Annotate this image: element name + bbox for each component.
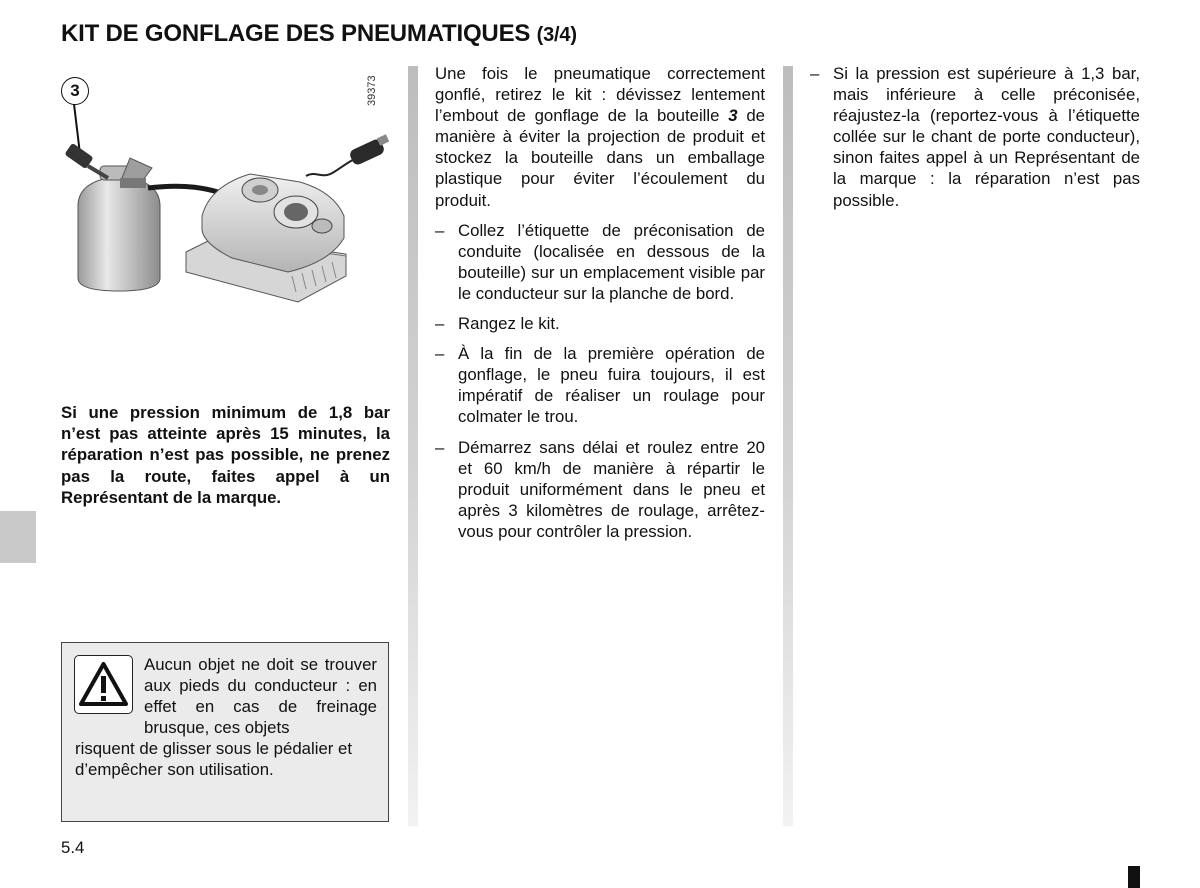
callout-3: 3 — [61, 77, 89, 105]
bottle-reference: 3 — [728, 106, 738, 126]
middle-column — [435, 63, 765, 542]
corner-marker — [1128, 866, 1140, 888]
list-item: – Si la pression est supérieure à 1,3 bar, mais inférieure à celle préconisée, réajustez-la (reportez-vous à l’étiquette collée sur le chant de porte conducteur), sinon faites appel à un Représentant de la marque : la réparation n’est pas possible. — [810, 64, 1140, 210]
list-item: – Rangez le kit. — [435, 314, 560, 334]
warning-triangle-icon — [74, 655, 133, 714]
list-item: – À la fin de la première opération de gonflage, le pneu fuira toujours, il est impératif de réaliser un roulage pour colmater le trou. — [435, 344, 765, 427]
figure-code: 39373 — [366, 75, 378, 106]
list-item: – Démarrez sans délai et roulez entre 20 et 60 km/h de manière à répartir le produit uniformément dans le pneu et après 3 kilomètres de roulage, arrêtez-vous pour contrôler la pression. — [435, 437, 765, 541]
intro-paragraph: Une fois le pneumatique correctement gonflé, retirez le kit : dévissez lentement l’embout de gonflage de la bouteille 3 de manière à éviter la projection de produit et stockez la bouteille dans un emballage plastique pour éviter l’écoulement du produit. — [435, 64, 765, 210]
page-number: 5.4 — [61, 838, 85, 857]
right-column — [810, 63, 1140, 211]
title-part: (3/4) — [536, 24, 577, 46]
kit-drawing — [60, 66, 390, 366]
section-tab-marker — [0, 511, 36, 563]
title-main: KIT DE GONFLAGE DES PNEUMATIQUES — [61, 20, 531, 47]
warning-text-top: Aucun objet ne doit se trouver aux pieds du conducteur : en effet en cas de freinage brusque, ces objets — [144, 655, 377, 738]
warning-text-bottom: risquent de glisser sous le pédalier et d’empêcher son utilisation. — [75, 739, 353, 780]
list-item: – Collez l’étiquette de préconisation de conduite (localisée en dessous de la bouteille) sur un emplacement visible par le conducteur sur la planche de bord. — [435, 220, 765, 303]
column-divider — [783, 66, 793, 826]
pressure-warning: Si une pression minimum de 1,8 bar n’est pas atteinte après 15 minutes, la réparation n’est pas possible, ne prenez pas la route, faites appel à un Représentant de la marque. — [61, 403, 390, 507]
page-title — [61, 20, 577, 48]
tire-inflation-kit-illustration — [60, 66, 390, 366]
warning-box — [61, 642, 389, 822]
column-divider — [408, 66, 418, 826]
